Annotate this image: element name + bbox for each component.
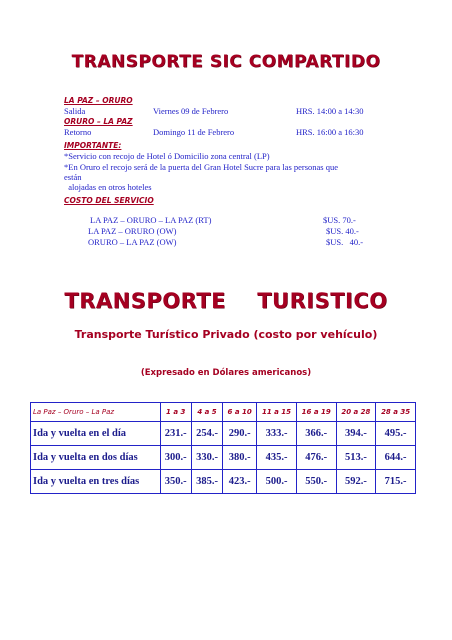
cost-label: COSTO DEL SERVICIO — [64, 196, 154, 205]
table-cell: 300.- — [160, 446, 191, 470]
table-cell: 350.- — [160, 470, 191, 494]
route1-hours: HRS. 14:00 a 14:30 — [296, 106, 364, 116]
table-header-range: 11 a 15 — [257, 403, 297, 422]
table-header-range: 4 a 5 — [191, 403, 222, 422]
cost-item-1-price: $US. 70.- — [323, 215, 356, 225]
table-row — [31, 422, 416, 446]
table-cell: 366.- — [296, 422, 336, 446]
important-line4: alojadas en otros hoteles — [64, 182, 152, 192]
table-cell: 290.- — [223, 422, 257, 446]
row-label: Ida y vuelta en dos días — [31, 446, 161, 470]
route2-label: ORURO – LA PAZ — [64, 117, 133, 126]
table-cell: 333.- — [257, 422, 297, 446]
cost-item-3-price: $US. 40.- — [326, 237, 364, 247]
table-cell: 254.- — [191, 422, 222, 446]
currency-note: (Expresado en Dólares americanos) — [140, 368, 312, 378]
table-cell: 500.- — [257, 470, 297, 494]
important-line2: *En Oruro el recojo será de la puerta del Gran Hotel Sucre para las personas que — [64, 162, 339, 172]
table-header-range: 28 a 35 — [376, 403, 416, 422]
cost-item-1-route: LA PAZ – ORURO – LA PAZ (RT) — [90, 215, 212, 225]
table-header-range: 16 a 19 — [296, 403, 336, 422]
row-label: Ida y vuelta en tres días — [31, 470, 161, 494]
cost-item-3-route: ORURO – LA PAZ (OW) — [88, 237, 177, 247]
table-cell: 380.- — [223, 446, 257, 470]
title-transporte-turistico: TRANSPORTE TURISTICO — [64, 289, 388, 313]
table-header-range: 1 a 3 — [160, 403, 191, 422]
route2-kind: Retorno — [64, 127, 92, 137]
table-cell: 513.- — [336, 446, 376, 470]
table-row — [31, 446, 416, 470]
cost-item-2-route: LA PAZ – ORURO (OW) — [88, 226, 177, 236]
route1-label: LA PAZ – ORURO — [64, 96, 133, 105]
table-header-row — [31, 403, 416, 422]
title-transporte-sic-compartido: TRANSPORTE SIC COMPARTIDO — [71, 52, 381, 72]
subtitle-transporte-privado: Transporte Turístico Privado (costo por vehículo) — [74, 328, 378, 341]
important-label: IMPORTANTE: — [64, 141, 122, 150]
important-line3: están — [64, 172, 82, 182]
table-cell: 385.- — [191, 470, 222, 494]
table-cell: 592.- — [336, 470, 376, 494]
table-cell: 550.- — [296, 470, 336, 494]
route1-date: Viernes 09 de Febrero — [153, 106, 229, 116]
important-line1: *Servicio con recojo de Hotel ó Domicilio zona central (LP) — [64, 151, 270, 161]
route2-date: Domingo 11 de Febrero — [153, 127, 235, 137]
table-header-range: 20 a 28 — [336, 403, 376, 422]
route1-kind: Salida — [64, 106, 86, 116]
table-cell: 330.- — [191, 446, 222, 470]
table-row — [31, 470, 416, 494]
price-table — [30, 402, 416, 494]
table-header-range: 6 a 10 — [223, 403, 257, 422]
table-cell: 476.- — [296, 446, 336, 470]
table-cell: 715.- — [376, 470, 416, 494]
cost-item-2-price: $US. 40.- — [326, 226, 359, 236]
table-cell: 435.- — [257, 446, 297, 470]
table-cell: 231.- — [160, 422, 191, 446]
table-cell: 644.- — [376, 446, 416, 470]
table-cell: 394.- — [336, 422, 376, 446]
table-cell: 423.- — [223, 470, 257, 494]
row-label: Ida y vuelta en el día — [31, 422, 161, 446]
route2-hours: HRS. 16:00 a 16:30 — [296, 127, 364, 137]
table-cell: 495.- — [376, 422, 416, 446]
table-header-route: La Paz – Oruro – La Paz — [31, 403, 161, 422]
